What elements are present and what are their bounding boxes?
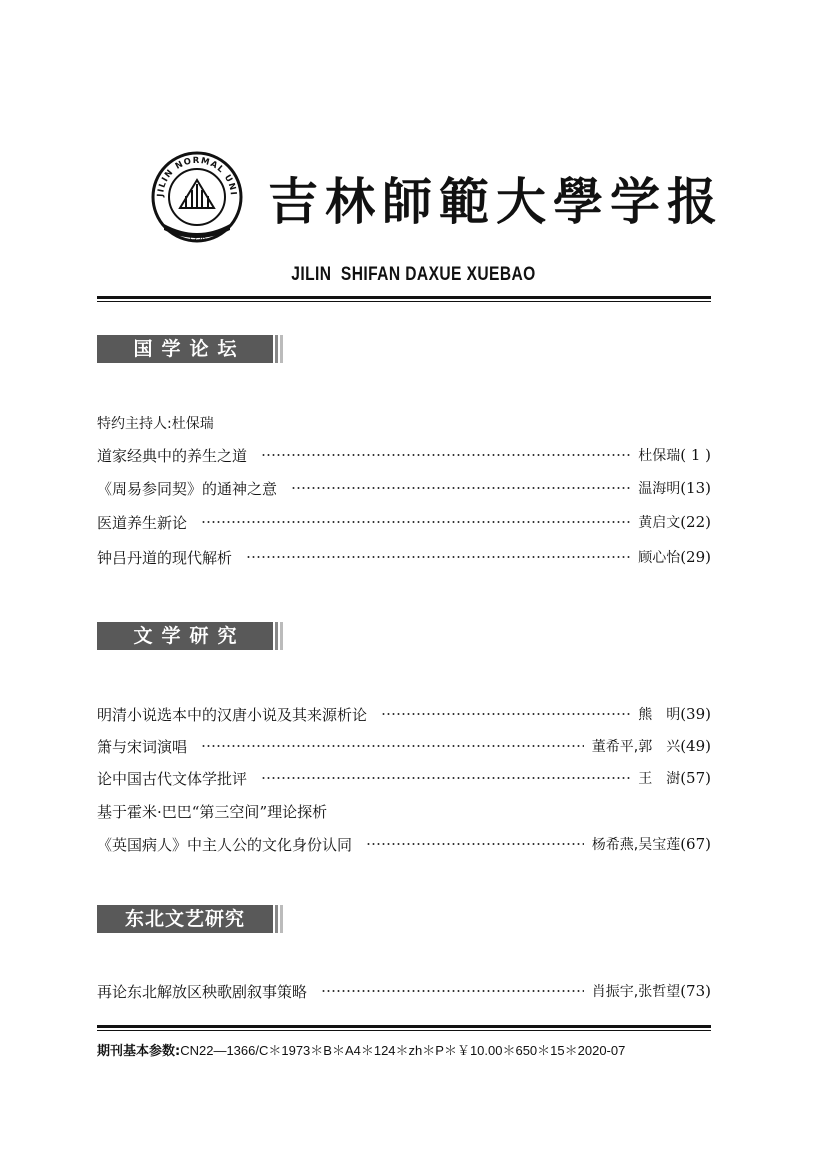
dot-leader [321,990,584,992]
parameters-values: CN22—1366/C＊1973＊B＊A4＊124＊zh＊P＊￥10.00＊650＊15＊2020-07 [180,1043,626,1058]
dot-leader [201,745,584,747]
dot-leader [246,556,630,558]
dot-leader [381,713,630,715]
toc-entry[interactable] [97,833,711,855]
article-author: 顾心怡 [638,550,681,566]
footer-rule-thick [97,1025,711,1028]
footer-rule-thin [97,1030,711,1031]
article-page: (49) [680,737,711,755]
toc-entry[interactable] [97,980,711,1002]
header-rule-thin [97,301,711,302]
university-seal-icon [150,150,244,244]
header-rule-thick [97,296,711,299]
toc-entry[interactable] [97,703,711,725]
article-title: 明清小说选本中的汉唐小说及其来源析论 [97,705,368,724]
article-title: 《英国病人》中主人公的文化身份认同 [97,835,353,854]
article-page: (13) [680,479,711,497]
toc-entry[interactable] [97,735,711,757]
seal-year: 1958 [188,234,206,242]
article-page: (29) [680,548,711,566]
article-page: ( 1 ) [680,446,711,464]
article-page: (57) [680,769,711,787]
section-title: 东北文艺研究 [124,908,245,930]
seal-ring-text: JILIN NORMAL UNI [155,155,239,198]
article-page: (67) [680,835,711,853]
toc-entry[interactable] [97,767,711,789]
dot-leader [261,454,630,456]
dot-leader [201,521,630,523]
article-author: 杨希燕,吴宝莲 [591,837,681,853]
toc-entry[interactable] [97,444,711,466]
article-page: (22) [680,513,711,531]
article-author: 温海明 [638,481,681,497]
dot-leader [366,843,584,845]
section-title: 文学研究 [133,625,246,647]
journal-title-english: JILIN SHIFAN DAXUE XUEBAO [291,264,536,285]
article-author: 王 澍 [638,771,681,787]
toc-entry[interactable] [97,477,711,499]
article-title: 《周易参同契》的通神之意 [97,479,278,498]
article-author: 董希平,郭 兴 [591,739,681,755]
article-title: 医道养生新论 [97,513,188,532]
article-author: 黄启文 [638,515,681,531]
article-title: 箫与宋词演唱 [97,737,188,756]
dot-leader [291,487,630,489]
journal-parameters [97,1040,625,1059]
article-title: 论中国古代文体学批评 [97,769,248,788]
journal-title-chinese: 吉林師範大學学报 [268,172,724,231]
article-author: 杜保瑞 [638,448,681,464]
article-page: (39) [680,705,711,723]
article-author: 熊 明 [638,707,681,723]
special-host-line: 特约主持人:杜保瑞 [97,416,214,432]
article-title: 再论东北解放区秧歌剧叙事策略 [97,982,308,1001]
parameters-label: 期刊基本参数: [97,1044,181,1059]
toc-entry[interactable] [97,546,711,568]
article-title: 钟吕丹道的现代解析 [97,548,233,567]
dot-leader [261,777,630,779]
article-author: 肖振宇,张哲望 [591,984,681,1000]
section-title: 国学论坛 [133,338,246,360]
article-page: (73) [680,982,711,1000]
article-title: 道家经典中的养生之道 [97,446,248,465]
toc-entry[interactable] [97,511,711,533]
article-title-line1[interactable]: 基于霍米·巴巴“第三空间”理论探析 [97,803,328,821]
